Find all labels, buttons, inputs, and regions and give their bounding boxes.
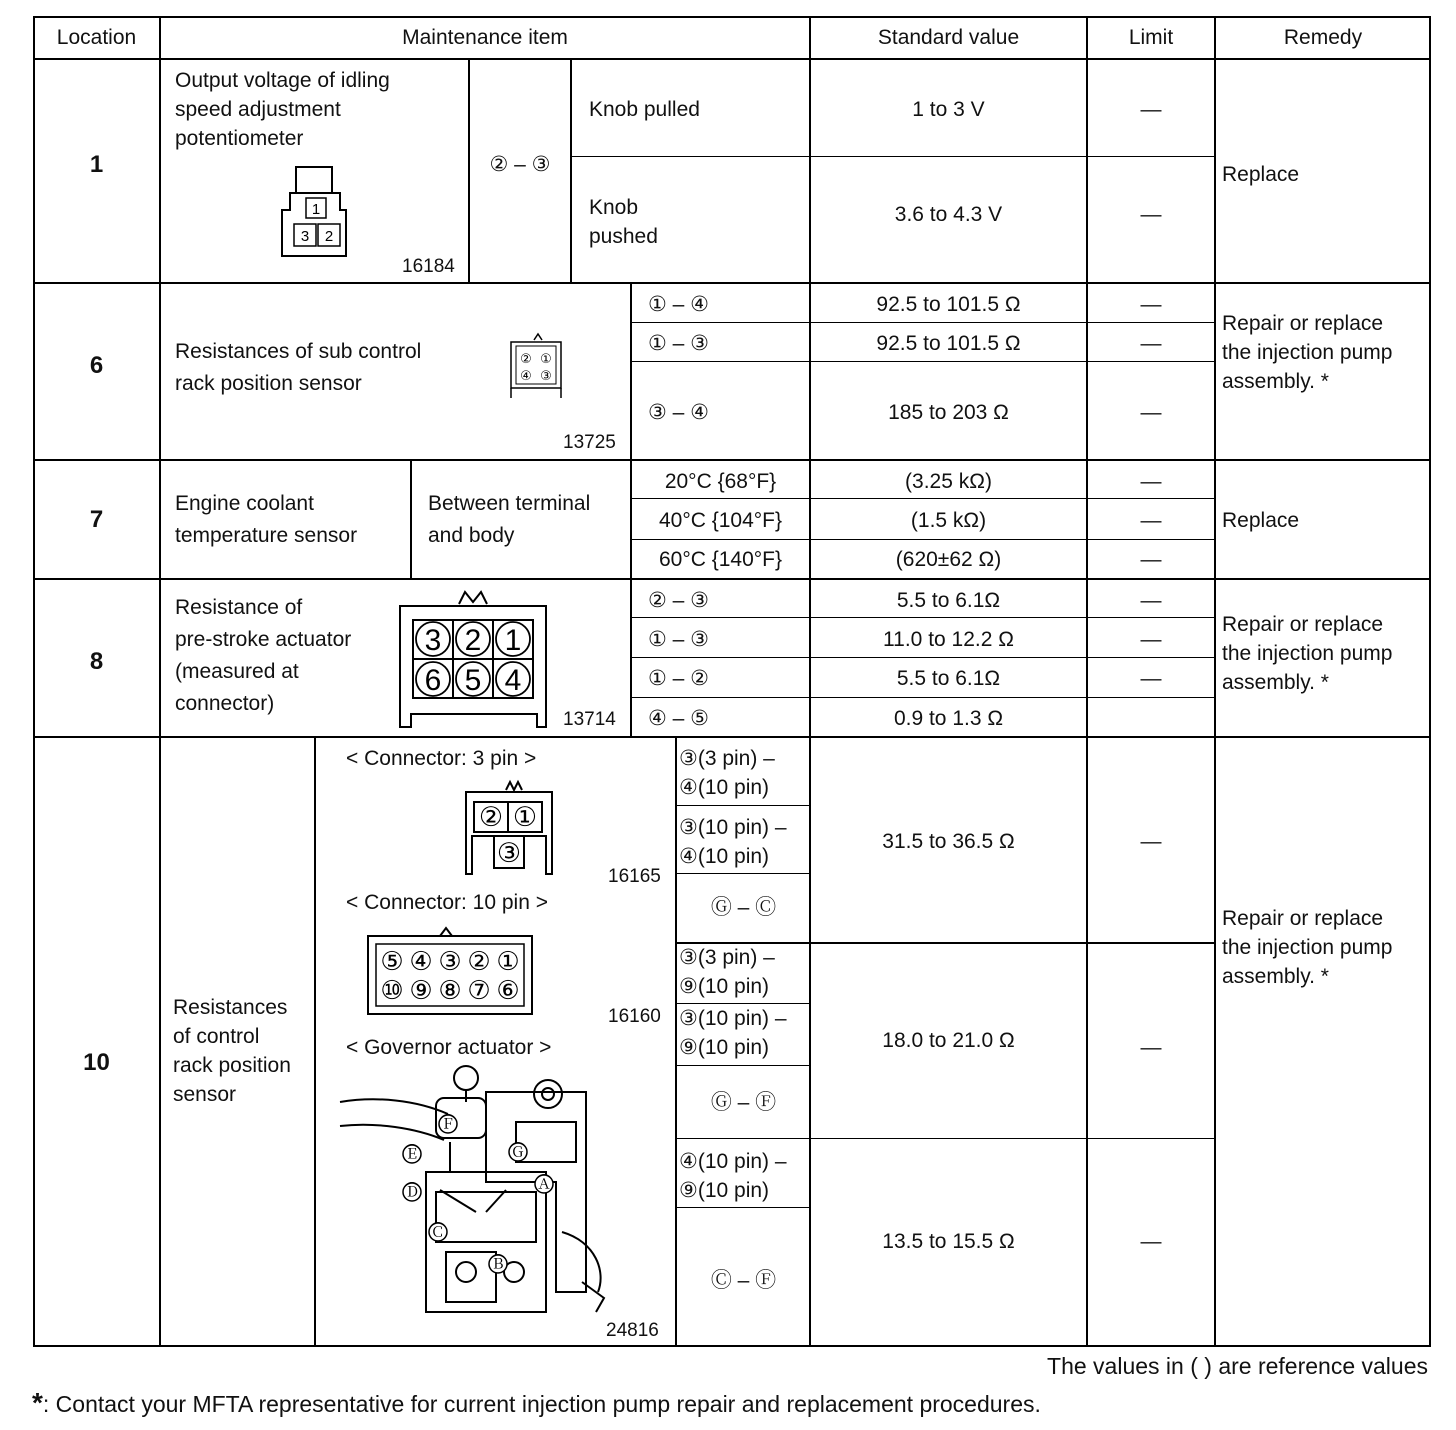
remedy-10-line1: Repair or replace <box>1222 907 1384 930</box>
temp-7c: 60°C {140°F} <box>658 548 783 571</box>
remedy-6-line1: Repair or replace <box>1222 312 1384 335</box>
figure-number: 13714 <box>563 709 616 730</box>
remedy-6-line3: assembly. * <box>1222 370 1329 393</box>
pins-10c: Ⓖ – Ⓒ <box>710 896 777 919</box>
pin-label: ① <box>540 351 552 366</box>
pin-label: 1 <box>504 624 522 657</box>
item-10-line2: of control <box>173 1025 260 1048</box>
pin-label: 5 <box>464 664 482 697</box>
header-limit: Limit <box>1128 26 1174 49</box>
pins-8a: ② – ③ <box>648 589 710 612</box>
figure-number: 16184 <box>402 256 455 277</box>
header-maintenance-item: Maintenance item <box>402 26 568 49</box>
condition-knob-pushed-1: Knob <box>589 196 639 219</box>
label-governor-actuator: < Governor actuator > <box>346 1036 552 1059</box>
location-7: 7 <box>89 506 104 533</box>
standard-1a: 1 to 3 V <box>912 98 985 121</box>
header-location: Location <box>56 26 137 49</box>
pins-10g-line2: ⑨(10 pin) <box>679 1179 770 1202</box>
star-symbol: * <box>32 1387 43 1418</box>
pin-label: 3 <box>424 624 442 657</box>
pin-label: 6 <box>424 664 442 697</box>
pins-10g-line1: ④(10 pin) – <box>679 1150 787 1173</box>
pin-label: ⑥ <box>496 975 520 1005</box>
pre-stroke-connector-diagram <box>397 588 551 730</box>
remedy-10-line3: assembly. * <box>1222 965 1329 988</box>
pin-label: ⑦ <box>467 975 491 1005</box>
label-connector-3pin: < Connector: 3 pin > <box>346 747 537 770</box>
pin-label: ② <box>467 946 491 976</box>
footnote-text: : Contact your MFTA representative for current injection pump repair and replacement procedures. <box>42 1391 1041 1417</box>
connector-3pin-diagram <box>460 776 560 880</box>
standard-7b: (1.5 kΩ) <box>910 509 987 532</box>
standard-6b: 92.5 to 101.5 Ω <box>876 332 1021 355</box>
pins-8d: ④ – ⑤ <box>648 707 710 730</box>
standard-6a: 92.5 to 101.5 Ω <box>876 293 1021 316</box>
location-10: 10 <box>83 1049 110 1076</box>
header-standard-value: Standard value <box>877 26 1020 49</box>
sub-7-line1: Between terminal <box>428 492 591 515</box>
pin-label: ③ <box>438 946 462 976</box>
pin-label: ⑤ <box>380 946 404 976</box>
label-connector-10pin: < Connector: 10 pin > <box>346 891 548 914</box>
pin-label: ① <box>512 802 538 832</box>
pin-label: ④ <box>409 946 433 976</box>
pin-label: 4 <box>504 664 522 697</box>
callout-b: Ⓑ <box>488 1254 508 1276</box>
connector-10pin-diagram <box>362 924 538 1018</box>
standard-8a: 5.5 to 6.1Ω <box>896 589 1001 612</box>
location-8: 8 <box>89 648 104 675</box>
pins-8c: ① – ② <box>648 667 710 690</box>
pins-6b: ① – ③ <box>648 332 710 355</box>
pin-label: ③ <box>540 368 552 383</box>
limit-7c: — <box>1140 548 1162 571</box>
pins-10f: Ⓖ – Ⓕ <box>710 1091 777 1114</box>
limit-8c: — <box>1140 667 1162 690</box>
standard-8c: 5.5 to 6.1Ω <box>896 667 1001 690</box>
limit-6c: — <box>1140 401 1162 424</box>
condition-knob-pulled: Knob pulled <box>589 98 700 121</box>
item-6-line1: Resistances of sub control <box>175 340 422 363</box>
sub-sensor-connector-diagram <box>506 332 566 400</box>
remedy-8-line1: Repair or replace <box>1222 613 1384 636</box>
pins-10b-line2: ④(10 pin) <box>679 845 770 868</box>
temp-7b: 40°C {104°F} <box>658 509 783 532</box>
pin-label: ④ <box>520 368 532 383</box>
standard-10c: 13.5 to 15.5 Ω <box>882 1230 1015 1253</box>
limit-10c: — <box>1140 1230 1162 1253</box>
item-10-line4: sensor <box>173 1083 237 1106</box>
limit-10a: — <box>1140 830 1162 853</box>
remedy-8-line3: assembly. * <box>1222 671 1329 694</box>
item-7-line1: Engine coolant <box>175 492 314 515</box>
callout-c: Ⓒ <box>428 1222 448 1244</box>
item-1-line1: Output voltage of idling <box>175 69 390 92</box>
pin-label: 2 <box>464 624 482 657</box>
item-1-line3: potentiometer <box>175 127 304 150</box>
pin-label: ② <box>478 802 504 832</box>
item-10-line3: rack position <box>173 1054 291 1077</box>
pin-label: ⑩ <box>380 975 404 1005</box>
item-6-line2: rack position sensor <box>175 372 362 395</box>
sub-7-line2: and body <box>428 524 515 547</box>
callout-d: Ⓓ <box>402 1182 422 1204</box>
pins-10e-line2: ⑨(10 pin) <box>679 1036 770 1059</box>
pins-10a-line1: ③(3 pin) – <box>679 747 775 770</box>
callout-g: Ⓖ <box>508 1142 528 1164</box>
remedy-6-line2: the injection pump <box>1222 341 1393 364</box>
standard-7a: (3.25 kΩ) <box>905 470 992 493</box>
pins-10d-line1: ③(3 pin) – <box>679 946 775 969</box>
limit-7b: — <box>1140 509 1162 532</box>
temp-7a: 20°C {68°F} <box>664 470 777 493</box>
callout-e: Ⓔ <box>402 1144 422 1166</box>
item-7-line2: temperature sensor <box>175 524 358 547</box>
limit-8b: — <box>1140 628 1162 651</box>
governor-actuator-illustration <box>336 1062 612 1324</box>
pin-label: ⑧ <box>438 975 462 1005</box>
pin-label: ③ <box>496 838 522 868</box>
pin-label: ⑨ <box>409 975 433 1005</box>
item-8-line4: connector) <box>175 692 275 715</box>
remedy-10-line2: the injection pump <box>1222 936 1393 959</box>
pins-10e-line1: ③(10 pin) – <box>679 1007 787 1030</box>
pins-10h: Ⓒ – Ⓕ <box>710 1269 777 1292</box>
limit-6a: — <box>1140 293 1162 316</box>
standard-6c: 185 to 203 Ω <box>888 401 1009 424</box>
remedy-8-line2: the injection pump <box>1222 642 1393 665</box>
limit-10b: — <box>1140 1036 1162 1059</box>
reference-note: The values in ( ) are reference values <box>1047 1353 1428 1379</box>
item-8-line3: (measured at <box>175 660 299 683</box>
pin-label: 2 <box>324 228 334 245</box>
pins-6a: ① – ④ <box>648 293 710 316</box>
location-6: 6 <box>89 352 104 379</box>
figure-number: 16165 <box>608 866 661 887</box>
remedy-1: Replace <box>1222 163 1300 186</box>
pin-label: ② <box>520 351 532 366</box>
pins-1: ② – ③ <box>489 153 551 176</box>
limit-1b: — <box>1140 203 1162 226</box>
callout-a: Ⓐ <box>534 1174 554 1196</box>
limit-8a: — <box>1140 589 1162 612</box>
standard-1b: 3.6 to 4.3 V <box>894 203 1003 226</box>
pins-8b: ① – ③ <box>648 628 710 651</box>
potentiometer-connector-diagram <box>278 164 354 260</box>
pins-6c: ③ – ④ <box>648 401 710 424</box>
item-8-line1: Resistance of <box>175 596 303 619</box>
pins-10b-line1: ③(10 pin) – <box>679 816 787 839</box>
location-1: 1 <box>89 151 104 178</box>
figure-number: 24816 <box>606 1320 659 1341</box>
limit-7a: — <box>1140 470 1162 493</box>
limit-1a: — <box>1140 98 1162 121</box>
figure-number: 16160 <box>608 1006 661 1027</box>
figure-number: 13725 <box>563 432 616 453</box>
item-1-line2: speed adjustment <box>175 98 341 121</box>
standard-10b: 18.0 to 21.0 Ω <box>882 1029 1015 1052</box>
pins-10a-line2: ④(10 pin) <box>679 776 770 799</box>
standard-7c: (620±62 Ω) <box>895 548 1002 571</box>
standard-8d: 0.9 to 1.3 Ω <box>893 707 1004 730</box>
condition-knob-pushed-2: pushed <box>589 225 658 248</box>
limit-6b: — <box>1140 332 1162 355</box>
remedy-7: Replace <box>1222 509 1300 532</box>
pins-10d-line2: ⑨(10 pin) <box>679 975 770 998</box>
pin-label: ① <box>496 946 520 976</box>
pin-label: 1 <box>311 201 321 218</box>
standard-10a: 31.5 to 36.5 Ω <box>882 830 1015 853</box>
item-8-line2: pre-stroke actuator <box>175 628 352 651</box>
header-remedy: Remedy <box>1283 26 1363 49</box>
item-10-line1: Resistances <box>173 996 288 1019</box>
pin-label: 3 <box>300 228 310 245</box>
footnote <box>32 1387 1041 1419</box>
callout-f: Ⓕ <box>438 1114 458 1136</box>
standard-8b: 11.0 to 12.2 Ω <box>883 628 1014 651</box>
